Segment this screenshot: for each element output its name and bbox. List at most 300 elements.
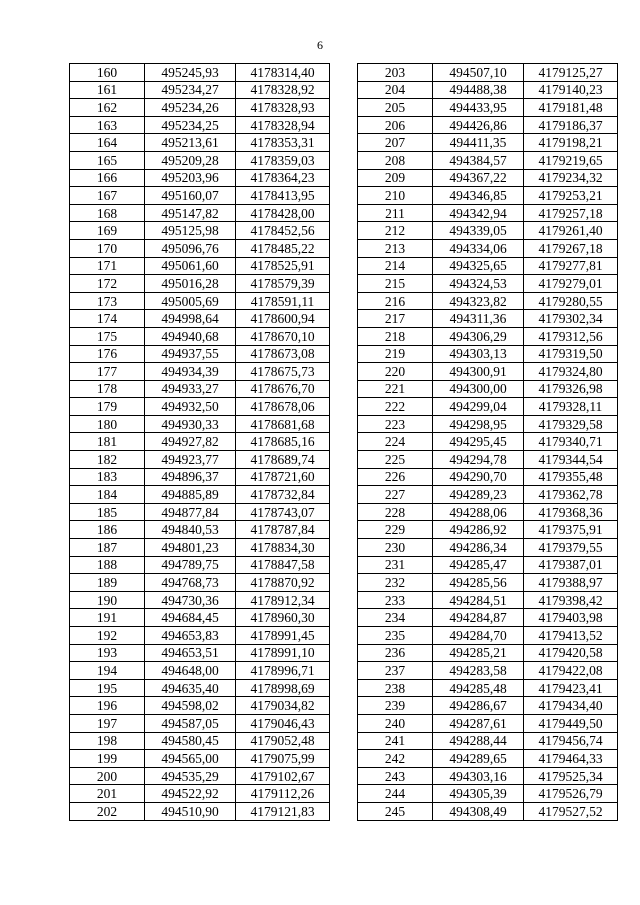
point-number-cell: 211	[358, 204, 433, 222]
table-row	[70, 151, 330, 169]
x-coordinate-cell: 494298,95	[433, 415, 524, 433]
y-coordinate-cell: 4178732,84	[236, 486, 330, 504]
y-coordinate-cell: 4179464,33	[524, 750, 618, 768]
y-coordinate-cell: 4178359,03	[236, 151, 330, 169]
y-coordinate-cell: 4178675,73	[236, 363, 330, 381]
point-number-cell: 187	[70, 539, 145, 557]
y-coordinate-cell: 4179102,67	[236, 767, 330, 785]
x-coordinate-cell: 494587,05	[145, 714, 236, 732]
table-row	[70, 750, 330, 768]
point-number-cell: 181	[70, 433, 145, 451]
point-number-cell: 174	[70, 310, 145, 328]
point-number-cell: 205	[358, 99, 433, 117]
point-number-cell: 230	[358, 539, 433, 557]
point-number-cell: 215	[358, 275, 433, 293]
x-coordinate-cell: 494488,38	[433, 81, 524, 99]
x-coordinate-cell: 495016,28	[145, 275, 236, 293]
x-coordinate-cell: 494342,94	[433, 204, 524, 222]
point-number-cell: 234	[358, 609, 433, 627]
table-row	[70, 486, 330, 504]
point-number-cell: 213	[358, 239, 433, 257]
y-coordinate-cell: 4179355,48	[524, 468, 618, 486]
y-coordinate-cell: 4179344,54	[524, 451, 618, 469]
x-coordinate-cell: 494306,29	[433, 327, 524, 345]
point-number-cell: 169	[70, 222, 145, 240]
table-row	[358, 310, 618, 328]
point-number-cell: 203	[358, 64, 433, 82]
y-coordinate-cell: 4179253,21	[524, 187, 618, 205]
x-coordinate-cell: 494840,53	[145, 521, 236, 539]
y-coordinate-cell: 4179388,97	[524, 574, 618, 592]
coordinates-table-right	[357, 63, 618, 821]
x-coordinate-cell: 494510,90	[145, 802, 236, 820]
x-coordinate-cell: 494334,06	[433, 239, 524, 257]
table-row	[358, 64, 618, 82]
point-number-cell: 184	[70, 486, 145, 504]
table-row	[358, 732, 618, 750]
table-row	[358, 222, 618, 240]
table-row	[358, 767, 618, 785]
x-coordinate-cell: 494284,87	[433, 609, 524, 627]
table-row	[70, 591, 330, 609]
point-number-cell: 202	[70, 802, 145, 820]
y-coordinate-cell: 4179261,40	[524, 222, 618, 240]
y-coordinate-cell: 4179277,81	[524, 257, 618, 275]
point-number-cell: 233	[358, 591, 433, 609]
x-coordinate-cell: 494932,50	[145, 398, 236, 416]
table-row	[70, 433, 330, 451]
x-coordinate-cell: 494286,34	[433, 539, 524, 557]
y-coordinate-cell: 4178991,10	[236, 644, 330, 662]
point-number-cell: 220	[358, 363, 433, 381]
x-coordinate-cell: 494287,61	[433, 714, 524, 732]
y-coordinate-cell: 4179125,27	[524, 64, 618, 82]
x-coordinate-cell: 494324,53	[433, 275, 524, 293]
table-row	[358, 591, 618, 609]
y-coordinate-cell: 4178787,84	[236, 521, 330, 539]
x-coordinate-cell: 494295,45	[433, 433, 524, 451]
x-coordinate-cell: 494768,73	[145, 574, 236, 592]
table-row	[358, 539, 618, 557]
page-number: 6	[317, 38, 323, 52]
x-coordinate-cell: 494933,27	[145, 380, 236, 398]
point-number-cell: 236	[358, 644, 433, 662]
y-coordinate-cell: 4178991,45	[236, 627, 330, 645]
point-number-cell: 199	[70, 750, 145, 768]
point-number-cell: 186	[70, 521, 145, 539]
x-coordinate-cell: 495125,98	[145, 222, 236, 240]
x-coordinate-cell: 494308,49	[433, 802, 524, 820]
x-coordinate-cell: 494565,00	[145, 750, 236, 768]
y-coordinate-cell: 4178314,40	[236, 64, 330, 82]
table-row	[70, 609, 330, 627]
y-coordinate-cell: 4179319,50	[524, 345, 618, 363]
y-coordinate-cell: 4179423,41	[524, 679, 618, 697]
x-coordinate-cell: 494927,82	[145, 433, 236, 451]
x-coordinate-cell: 494285,56	[433, 574, 524, 592]
y-coordinate-cell: 4179362,78	[524, 486, 618, 504]
x-coordinate-cell: 494934,39	[145, 363, 236, 381]
point-number-cell: 185	[70, 503, 145, 521]
y-coordinate-cell: 4178525,91	[236, 257, 330, 275]
x-coordinate-cell: 494896,37	[145, 468, 236, 486]
point-number-cell: 163	[70, 116, 145, 134]
point-number-cell: 165	[70, 151, 145, 169]
point-number-cell: 179	[70, 398, 145, 416]
table-row	[70, 257, 330, 275]
x-coordinate-cell: 494885,89	[145, 486, 236, 504]
point-number-cell: 195	[70, 679, 145, 697]
y-coordinate-cell: 4179312,56	[524, 327, 618, 345]
x-coordinate-cell: 494323,82	[433, 292, 524, 310]
table-row	[70, 99, 330, 117]
point-number-cell: 226	[358, 468, 433, 486]
point-number-cell: 232	[358, 574, 433, 592]
point-number-cell: 241	[358, 732, 433, 750]
table-row	[358, 468, 618, 486]
y-coordinate-cell: 4178452,56	[236, 222, 330, 240]
table-row	[70, 116, 330, 134]
y-coordinate-cell: 4178328,93	[236, 99, 330, 117]
y-coordinate-cell: 4179375,91	[524, 521, 618, 539]
point-number-cell: 192	[70, 627, 145, 645]
table-row	[358, 275, 618, 293]
table-row	[70, 222, 330, 240]
x-coordinate-cell: 494290,70	[433, 468, 524, 486]
table-row	[358, 204, 618, 222]
y-coordinate-cell: 4179326,98	[524, 380, 618, 398]
x-coordinate-cell: 495245,93	[145, 64, 236, 82]
y-coordinate-cell: 4179422,08	[524, 662, 618, 680]
x-coordinate-cell: 495234,27	[145, 81, 236, 99]
table-row	[70, 627, 330, 645]
y-coordinate-cell: 4179420,58	[524, 644, 618, 662]
table-row	[358, 187, 618, 205]
y-coordinate-cell: 4179340,71	[524, 433, 618, 451]
x-coordinate-cell: 494580,45	[145, 732, 236, 750]
y-coordinate-cell: 4178870,92	[236, 574, 330, 592]
table-row	[358, 802, 618, 820]
point-number-cell: 175	[70, 327, 145, 345]
point-number-cell: 166	[70, 169, 145, 187]
x-coordinate-cell: 494923,77	[145, 451, 236, 469]
y-coordinate-cell: 4179449,50	[524, 714, 618, 732]
y-coordinate-cell: 4179052,48	[236, 732, 330, 750]
x-coordinate-cell: 495209,28	[145, 151, 236, 169]
point-number-cell: 243	[358, 767, 433, 785]
point-number-cell: 171	[70, 257, 145, 275]
point-number-cell: 210	[358, 187, 433, 205]
point-number-cell: 178	[70, 380, 145, 398]
y-coordinate-cell: 4178676,70	[236, 380, 330, 398]
point-number-cell: 231	[358, 556, 433, 574]
point-number-cell: 196	[70, 697, 145, 715]
y-coordinate-cell: 4178579,39	[236, 275, 330, 293]
x-coordinate-cell: 494305,39	[433, 785, 524, 803]
table-row	[70, 679, 330, 697]
x-coordinate-cell: 494346,85	[433, 187, 524, 205]
y-coordinate-cell: 4179324,80	[524, 363, 618, 381]
point-number-cell: 170	[70, 239, 145, 257]
x-coordinate-cell: 494998,64	[145, 310, 236, 328]
x-coordinate-cell: 494303,16	[433, 767, 524, 785]
table-row	[70, 187, 330, 205]
point-number-cell: 191	[70, 609, 145, 627]
table-row	[358, 714, 618, 732]
y-coordinate-cell: 4178721,60	[236, 468, 330, 486]
y-coordinate-cell: 4178364,23	[236, 169, 330, 187]
table-row	[70, 521, 330, 539]
x-coordinate-cell: 494598,02	[145, 697, 236, 715]
point-number-cell: 206	[358, 116, 433, 134]
y-coordinate-cell: 4179398,42	[524, 591, 618, 609]
table-row	[70, 415, 330, 433]
table-row	[358, 521, 618, 539]
point-number-cell: 237	[358, 662, 433, 680]
x-coordinate-cell: 494285,48	[433, 679, 524, 697]
y-coordinate-cell: 4178328,92	[236, 81, 330, 99]
coordinates-table-left	[69, 63, 330, 821]
y-coordinate-cell: 4179034,82	[236, 697, 330, 715]
x-coordinate-cell: 494294,78	[433, 451, 524, 469]
y-coordinate-cell: 4178681,68	[236, 415, 330, 433]
y-coordinate-cell: 4179181,48	[524, 99, 618, 117]
y-coordinate-cell: 4178960,30	[236, 609, 330, 627]
y-coordinate-cell: 4178834,30	[236, 539, 330, 557]
point-number-cell: 189	[70, 574, 145, 592]
x-coordinate-cell: 494789,75	[145, 556, 236, 574]
point-number-cell: 182	[70, 451, 145, 469]
y-coordinate-cell: 4178328,94	[236, 116, 330, 134]
table-row	[70, 239, 330, 257]
point-number-cell: 190	[70, 591, 145, 609]
x-coordinate-cell: 494299,04	[433, 398, 524, 416]
x-coordinate-cell: 495160,07	[145, 187, 236, 205]
point-number-cell: 209	[358, 169, 433, 187]
point-number-cell: 225	[358, 451, 433, 469]
y-coordinate-cell: 4179279,01	[524, 275, 618, 293]
x-coordinate-cell: 494283,58	[433, 662, 524, 680]
x-coordinate-cell: 494730,36	[145, 591, 236, 609]
table-row	[70, 468, 330, 486]
x-coordinate-cell: 494930,33	[145, 415, 236, 433]
table-row	[358, 750, 618, 768]
table-row	[70, 327, 330, 345]
point-number-cell: 183	[70, 468, 145, 486]
point-number-cell: 204	[358, 81, 433, 99]
y-coordinate-cell: 4178670,10	[236, 327, 330, 345]
table-row	[358, 239, 618, 257]
point-number-cell: 227	[358, 486, 433, 504]
table-row	[70, 169, 330, 187]
table-row	[70, 345, 330, 363]
point-number-cell: 244	[358, 785, 433, 803]
point-number-cell: 224	[358, 433, 433, 451]
y-coordinate-cell: 4179219,65	[524, 151, 618, 169]
table-row	[70, 539, 330, 557]
point-number-cell: 176	[70, 345, 145, 363]
y-coordinate-cell: 4179526,79	[524, 785, 618, 803]
table-row	[358, 556, 618, 574]
point-number-cell: 217	[358, 310, 433, 328]
table-row	[70, 310, 330, 328]
x-coordinate-cell: 494289,65	[433, 750, 524, 768]
table-row	[358, 644, 618, 662]
x-coordinate-cell: 494653,83	[145, 627, 236, 645]
y-coordinate-cell: 4178428,00	[236, 204, 330, 222]
y-coordinate-cell: 4179368,36	[524, 503, 618, 521]
table-row	[70, 363, 330, 381]
table-row	[358, 785, 618, 803]
x-coordinate-cell: 495203,96	[145, 169, 236, 187]
table-row	[358, 345, 618, 363]
table-row	[358, 398, 618, 416]
y-coordinate-cell: 4178998,69	[236, 679, 330, 697]
point-number-cell: 219	[358, 345, 433, 363]
x-coordinate-cell: 494289,23	[433, 486, 524, 504]
x-coordinate-cell: 494433,95	[433, 99, 524, 117]
point-number-cell: 201	[70, 785, 145, 803]
y-coordinate-cell: 4178847,58	[236, 556, 330, 574]
y-coordinate-cell: 4178912,34	[236, 591, 330, 609]
point-number-cell: 207	[358, 134, 433, 152]
table-row	[70, 64, 330, 82]
point-number-cell: 218	[358, 327, 433, 345]
point-number-cell: 172	[70, 275, 145, 293]
y-coordinate-cell: 4179186,37	[524, 116, 618, 134]
y-coordinate-cell: 4179525,34	[524, 767, 618, 785]
y-coordinate-cell: 4179387,01	[524, 556, 618, 574]
x-coordinate-cell: 495061,60	[145, 257, 236, 275]
x-coordinate-cell: 494535,29	[145, 767, 236, 785]
x-coordinate-cell: 494285,47	[433, 556, 524, 574]
table-row	[70, 380, 330, 398]
y-coordinate-cell: 4178996,71	[236, 662, 330, 680]
x-coordinate-cell: 495147,82	[145, 204, 236, 222]
table-row	[70, 81, 330, 99]
table-row	[358, 486, 618, 504]
table-row	[358, 662, 618, 680]
point-number-cell: 240	[358, 714, 433, 732]
x-coordinate-cell: 494635,40	[145, 679, 236, 697]
point-number-cell: 162	[70, 99, 145, 117]
x-coordinate-cell: 494284,70	[433, 627, 524, 645]
point-number-cell: 242	[358, 750, 433, 768]
y-coordinate-cell: 4179328,11	[524, 398, 618, 416]
y-coordinate-cell: 4179434,40	[524, 697, 618, 715]
table-row	[358, 134, 618, 152]
point-number-cell: 188	[70, 556, 145, 574]
table-row	[358, 257, 618, 275]
point-number-cell: 222	[358, 398, 433, 416]
table-row	[70, 451, 330, 469]
x-coordinate-cell: 494411,35	[433, 134, 524, 152]
x-coordinate-cell: 494648,00	[145, 662, 236, 680]
y-coordinate-cell: 4179267,18	[524, 239, 618, 257]
table-row	[70, 503, 330, 521]
x-coordinate-cell: 494325,65	[433, 257, 524, 275]
table-row	[358, 116, 618, 134]
y-coordinate-cell: 4178485,22	[236, 239, 330, 257]
y-coordinate-cell: 4179403,98	[524, 609, 618, 627]
x-coordinate-cell: 494311,36	[433, 310, 524, 328]
x-coordinate-cell: 494684,45	[145, 609, 236, 627]
table-row	[70, 802, 330, 820]
y-coordinate-cell: 4178678,06	[236, 398, 330, 416]
table-row	[70, 767, 330, 785]
table-row	[358, 327, 618, 345]
table-row	[358, 292, 618, 310]
x-coordinate-cell: 494288,06	[433, 503, 524, 521]
x-coordinate-cell: 494300,91	[433, 363, 524, 381]
y-coordinate-cell: 4179112,26	[236, 785, 330, 803]
point-number-cell: 160	[70, 64, 145, 82]
x-coordinate-cell: 494507,10	[433, 64, 524, 82]
point-number-cell: 193	[70, 644, 145, 662]
table-row	[70, 785, 330, 803]
point-number-cell: 167	[70, 187, 145, 205]
y-coordinate-cell: 4178600,94	[236, 310, 330, 328]
table-row	[358, 679, 618, 697]
y-coordinate-cell: 4179140,23	[524, 81, 618, 99]
point-number-cell: 208	[358, 151, 433, 169]
table-row	[358, 451, 618, 469]
table-row	[358, 627, 618, 645]
x-coordinate-cell: 494801,23	[145, 539, 236, 557]
point-number-cell: 223	[358, 415, 433, 433]
x-coordinate-cell: 495096,76	[145, 239, 236, 257]
table-row	[70, 662, 330, 680]
y-coordinate-cell: 4178353,31	[236, 134, 330, 152]
table-row	[70, 574, 330, 592]
y-coordinate-cell: 4178673,08	[236, 345, 330, 363]
y-coordinate-cell: 4179121,83	[236, 802, 330, 820]
y-coordinate-cell: 4179280,55	[524, 292, 618, 310]
table-row	[358, 609, 618, 627]
x-coordinate-cell: 494367,22	[433, 169, 524, 187]
table-row	[70, 134, 330, 152]
table-row	[358, 574, 618, 592]
table-row	[358, 503, 618, 521]
x-coordinate-cell: 494426,86	[433, 116, 524, 134]
table-row	[358, 363, 618, 381]
x-coordinate-cell: 494303,13	[433, 345, 524, 363]
x-coordinate-cell: 494653,51	[145, 644, 236, 662]
x-coordinate-cell: 494300,00	[433, 380, 524, 398]
point-number-cell: 235	[358, 627, 433, 645]
y-coordinate-cell: 4179198,21	[524, 134, 618, 152]
table-row	[70, 275, 330, 293]
x-coordinate-cell: 494877,84	[145, 503, 236, 521]
y-coordinate-cell: 4179075,99	[236, 750, 330, 768]
x-coordinate-cell: 494286,67	[433, 697, 524, 715]
point-number-cell: 245	[358, 802, 433, 820]
table-row	[70, 697, 330, 715]
point-number-cell: 228	[358, 503, 433, 521]
table-row	[358, 99, 618, 117]
point-number-cell: 180	[70, 415, 145, 433]
x-coordinate-cell: 495005,69	[145, 292, 236, 310]
table-row	[358, 433, 618, 451]
y-coordinate-cell: 4178413,95	[236, 187, 330, 205]
y-coordinate-cell: 4178591,11	[236, 292, 330, 310]
table-row	[70, 292, 330, 310]
y-coordinate-cell: 4179046,43	[236, 714, 330, 732]
x-coordinate-cell: 495234,25	[145, 116, 236, 134]
point-number-cell: 212	[358, 222, 433, 240]
x-coordinate-cell: 494339,05	[433, 222, 524, 240]
point-number-cell: 214	[358, 257, 433, 275]
